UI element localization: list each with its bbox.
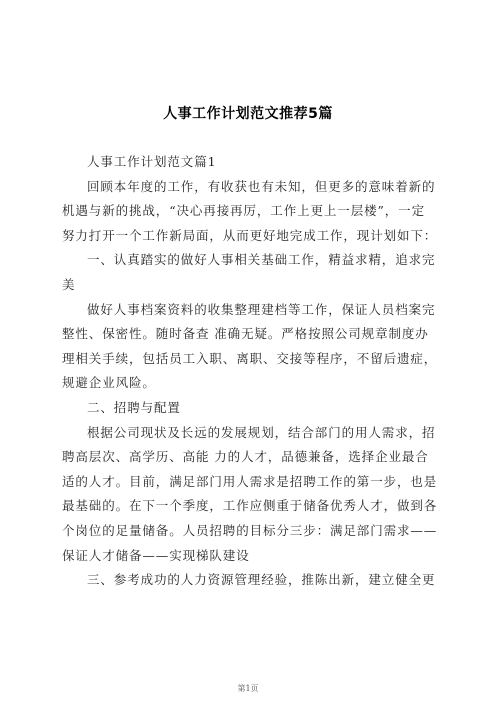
paragraph-line: 回顾本年度的工作，有收获也有未知，但更多的意味着新的 xyxy=(87,178,436,194)
paragraph-line: 努力打开一个工作新局面，从而更好地完成工作，现计划如下： xyxy=(62,227,438,243)
section-heading: 三、参考成功的人力资源管理经验，推陈出新，建立健全更 xyxy=(87,572,436,588)
page-number: 第1页 xyxy=(237,684,259,693)
document-body xyxy=(62,150,442,593)
paragraph-line: 最基础的。在下一个季度，工作应侧重于储备优秀人才，做到各 xyxy=(62,498,438,514)
section-heading: 一、认真踏实的做好人事相关基础工作，精益求精，追求完 xyxy=(87,252,436,268)
paragraph-line: 保证人才储备——实现梯队建设 xyxy=(62,547,250,563)
document-title: 人事工作计划范文推荐5篇 xyxy=(163,106,333,122)
paragraph-line: 美 xyxy=(62,276,76,292)
paragraph-line: 聘高层次、高学历、高能 力的人才，品德兼备，选择企业最合 xyxy=(62,449,429,465)
paragraph-line: 规避企业风险。 xyxy=(62,375,156,391)
section-heading: 人事工作计划范文篇1 xyxy=(87,154,217,169)
paragraph-line: 个岗位的足量储备。人员招聘的目标分三步：满足部门需求—— xyxy=(62,522,438,538)
paragraph-line: 做好人事档案资料的收集整理建档等工作，保证人员档案完 xyxy=(87,301,436,317)
paragraph-line: 整性、保密性。随时备查 准确无疑。严格按照公司规章制度办 xyxy=(62,326,429,342)
section-heading: 二、招聘与配置 xyxy=(87,399,181,415)
paragraph-line: 理相关手续，包括员工入职、离职、交接等程序，不留后遗症， xyxy=(62,350,438,366)
paragraph-line: 机遇与新的挑战，“决心再接再厉，工作上更上一层楼”，一定 xyxy=(62,203,425,219)
paragraph-line: 适的人才。目前，满足部门用人需求是招聘工作的第一步，也是 xyxy=(62,473,438,489)
paragraph-line: 根据公司现状及长远的发展规划，结合部门的用人需求，招 xyxy=(87,424,436,440)
